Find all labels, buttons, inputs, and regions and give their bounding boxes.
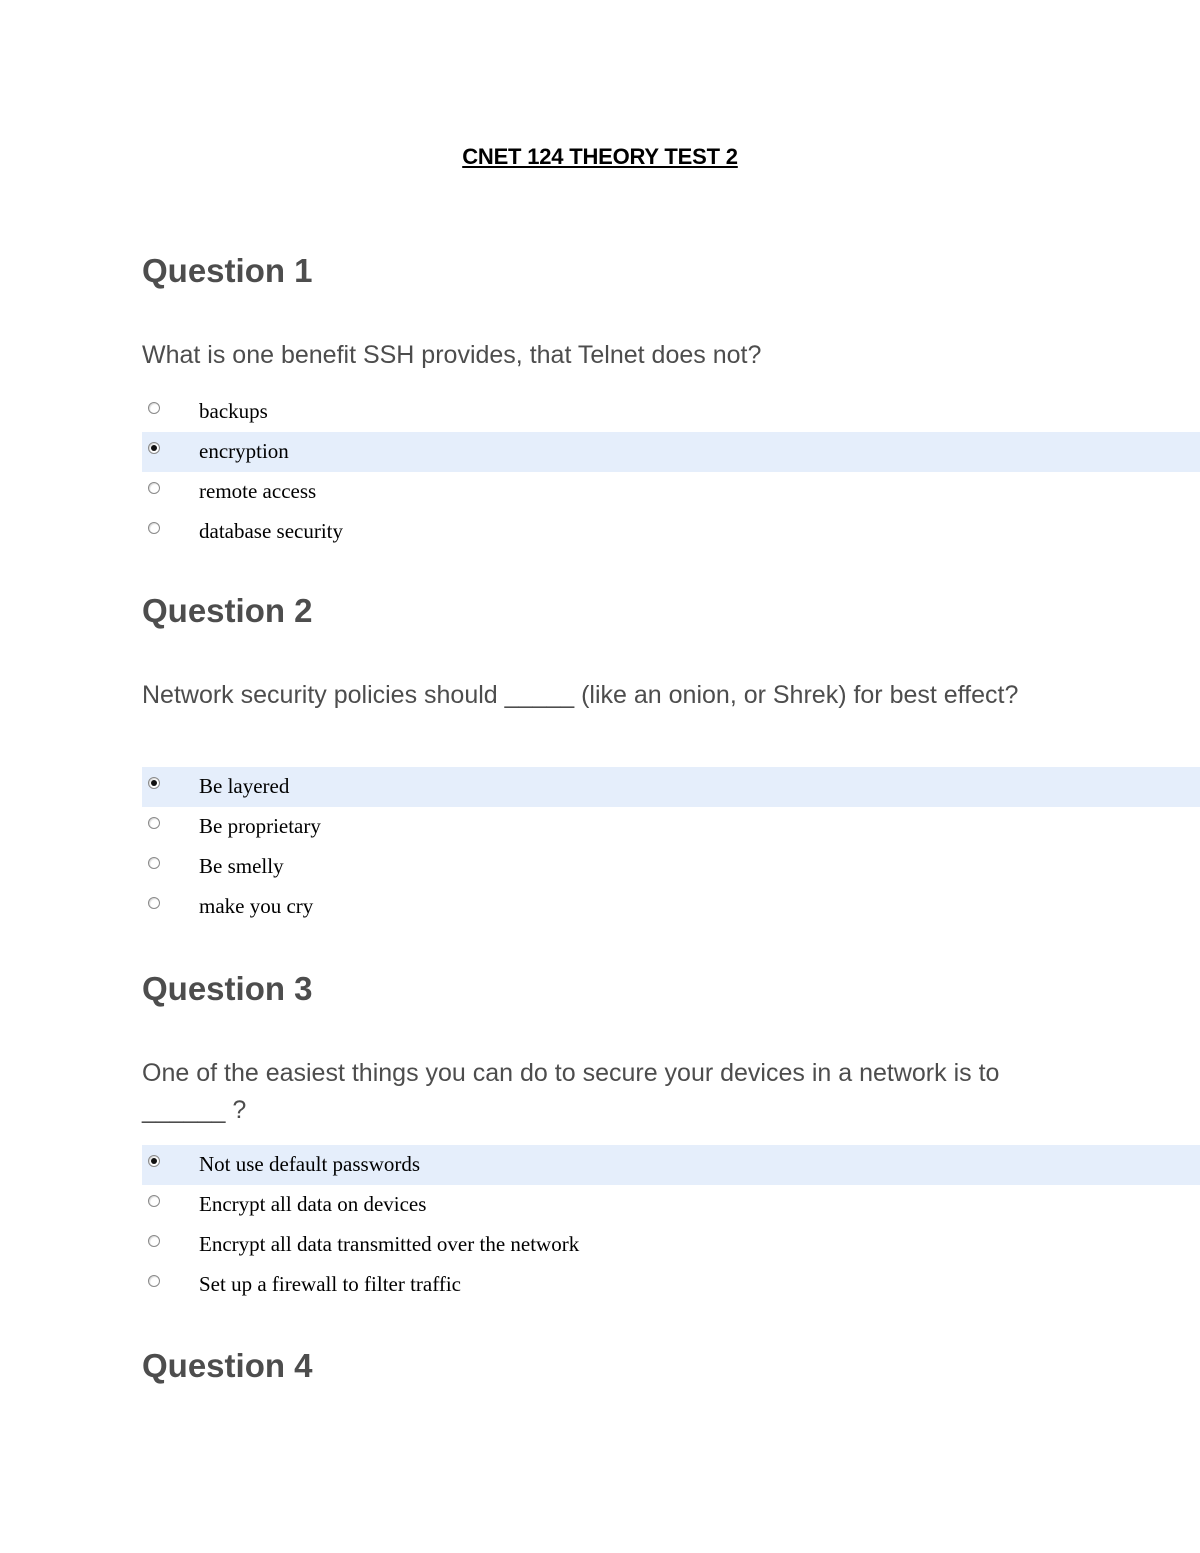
question-heading: Question 3 [142, 970, 313, 1007]
answer-option[interactable] [142, 392, 1200, 432]
answer-label: Encrypt all data transmitted over the network [199, 1232, 580, 1256]
answer-label: database security [199, 519, 344, 543]
question-text: What is one benefit SSH provides, that Telnet does not? [142, 341, 762, 369]
answer-option[interactable] [142, 1265, 1200, 1303]
answer-label: encryption [199, 439, 289, 463]
answer-label: Be layered [199, 774, 290, 798]
answer-option[interactable] [142, 887, 1200, 927]
answer-label: Encrypt all data on devices [199, 1192, 427, 1216]
answer-label: make you cry [199, 894, 314, 918]
radio-button[interactable] [148, 442, 160, 454]
answer-label: Be smelly [199, 854, 284, 878]
answer-option[interactable] [142, 432, 1200, 472]
radio-button[interactable] [148, 857, 160, 869]
answer-option[interactable] [142, 1185, 1200, 1225]
answer-label: Set up a firewall to filter traffic [199, 1272, 462, 1296]
answer-list [142, 767, 1200, 927]
answer-label: Be proprietary [199, 814, 321, 838]
radio-button[interactable] [148, 1155, 160, 1167]
radio-button[interactable] [148, 897, 160, 909]
answer-option[interactable] [142, 807, 1200, 847]
answer-label: remote access [199, 479, 317, 503]
question-heading: Question 4 [142, 1347, 313, 1384]
answer-list [142, 1145, 1200, 1303]
radio-button[interactable] [148, 482, 160, 494]
radio-button[interactable] [148, 402, 160, 414]
question-heading: Question 2 [142, 592, 313, 629]
question-heading: Question 1 [142, 252, 313, 289]
radio-button[interactable] [148, 817, 160, 829]
answer-list [142, 392, 1200, 552]
question-text: One of the easiest things you can do to secure your devices in a network is to ______ ? [142, 1059, 1000, 1124]
answer-option[interactable] [142, 472, 1200, 512]
radio-button[interactable] [148, 522, 160, 534]
radio-button[interactable] [148, 777, 160, 789]
radio-button[interactable] [148, 1195, 160, 1207]
answer-option[interactable] [142, 512, 1200, 552]
answer-option[interactable] [142, 1145, 1200, 1185]
answer-label: backups [199, 399, 268, 423]
answer-label: Not use default passwords [199, 1152, 421, 1176]
radio-button[interactable] [148, 1275, 160, 1287]
page-title: CNET 124 THEORY TEST 2 [462, 144, 738, 169]
question-text: Network security policies should _____ (like an onion, or Shrek) for best effect? [142, 681, 1019, 709]
radio-button[interactable] [148, 1235, 160, 1247]
answer-option[interactable] [142, 1225, 1200, 1265]
answer-option[interactable] [142, 847, 1200, 887]
answer-option[interactable] [142, 767, 1200, 807]
